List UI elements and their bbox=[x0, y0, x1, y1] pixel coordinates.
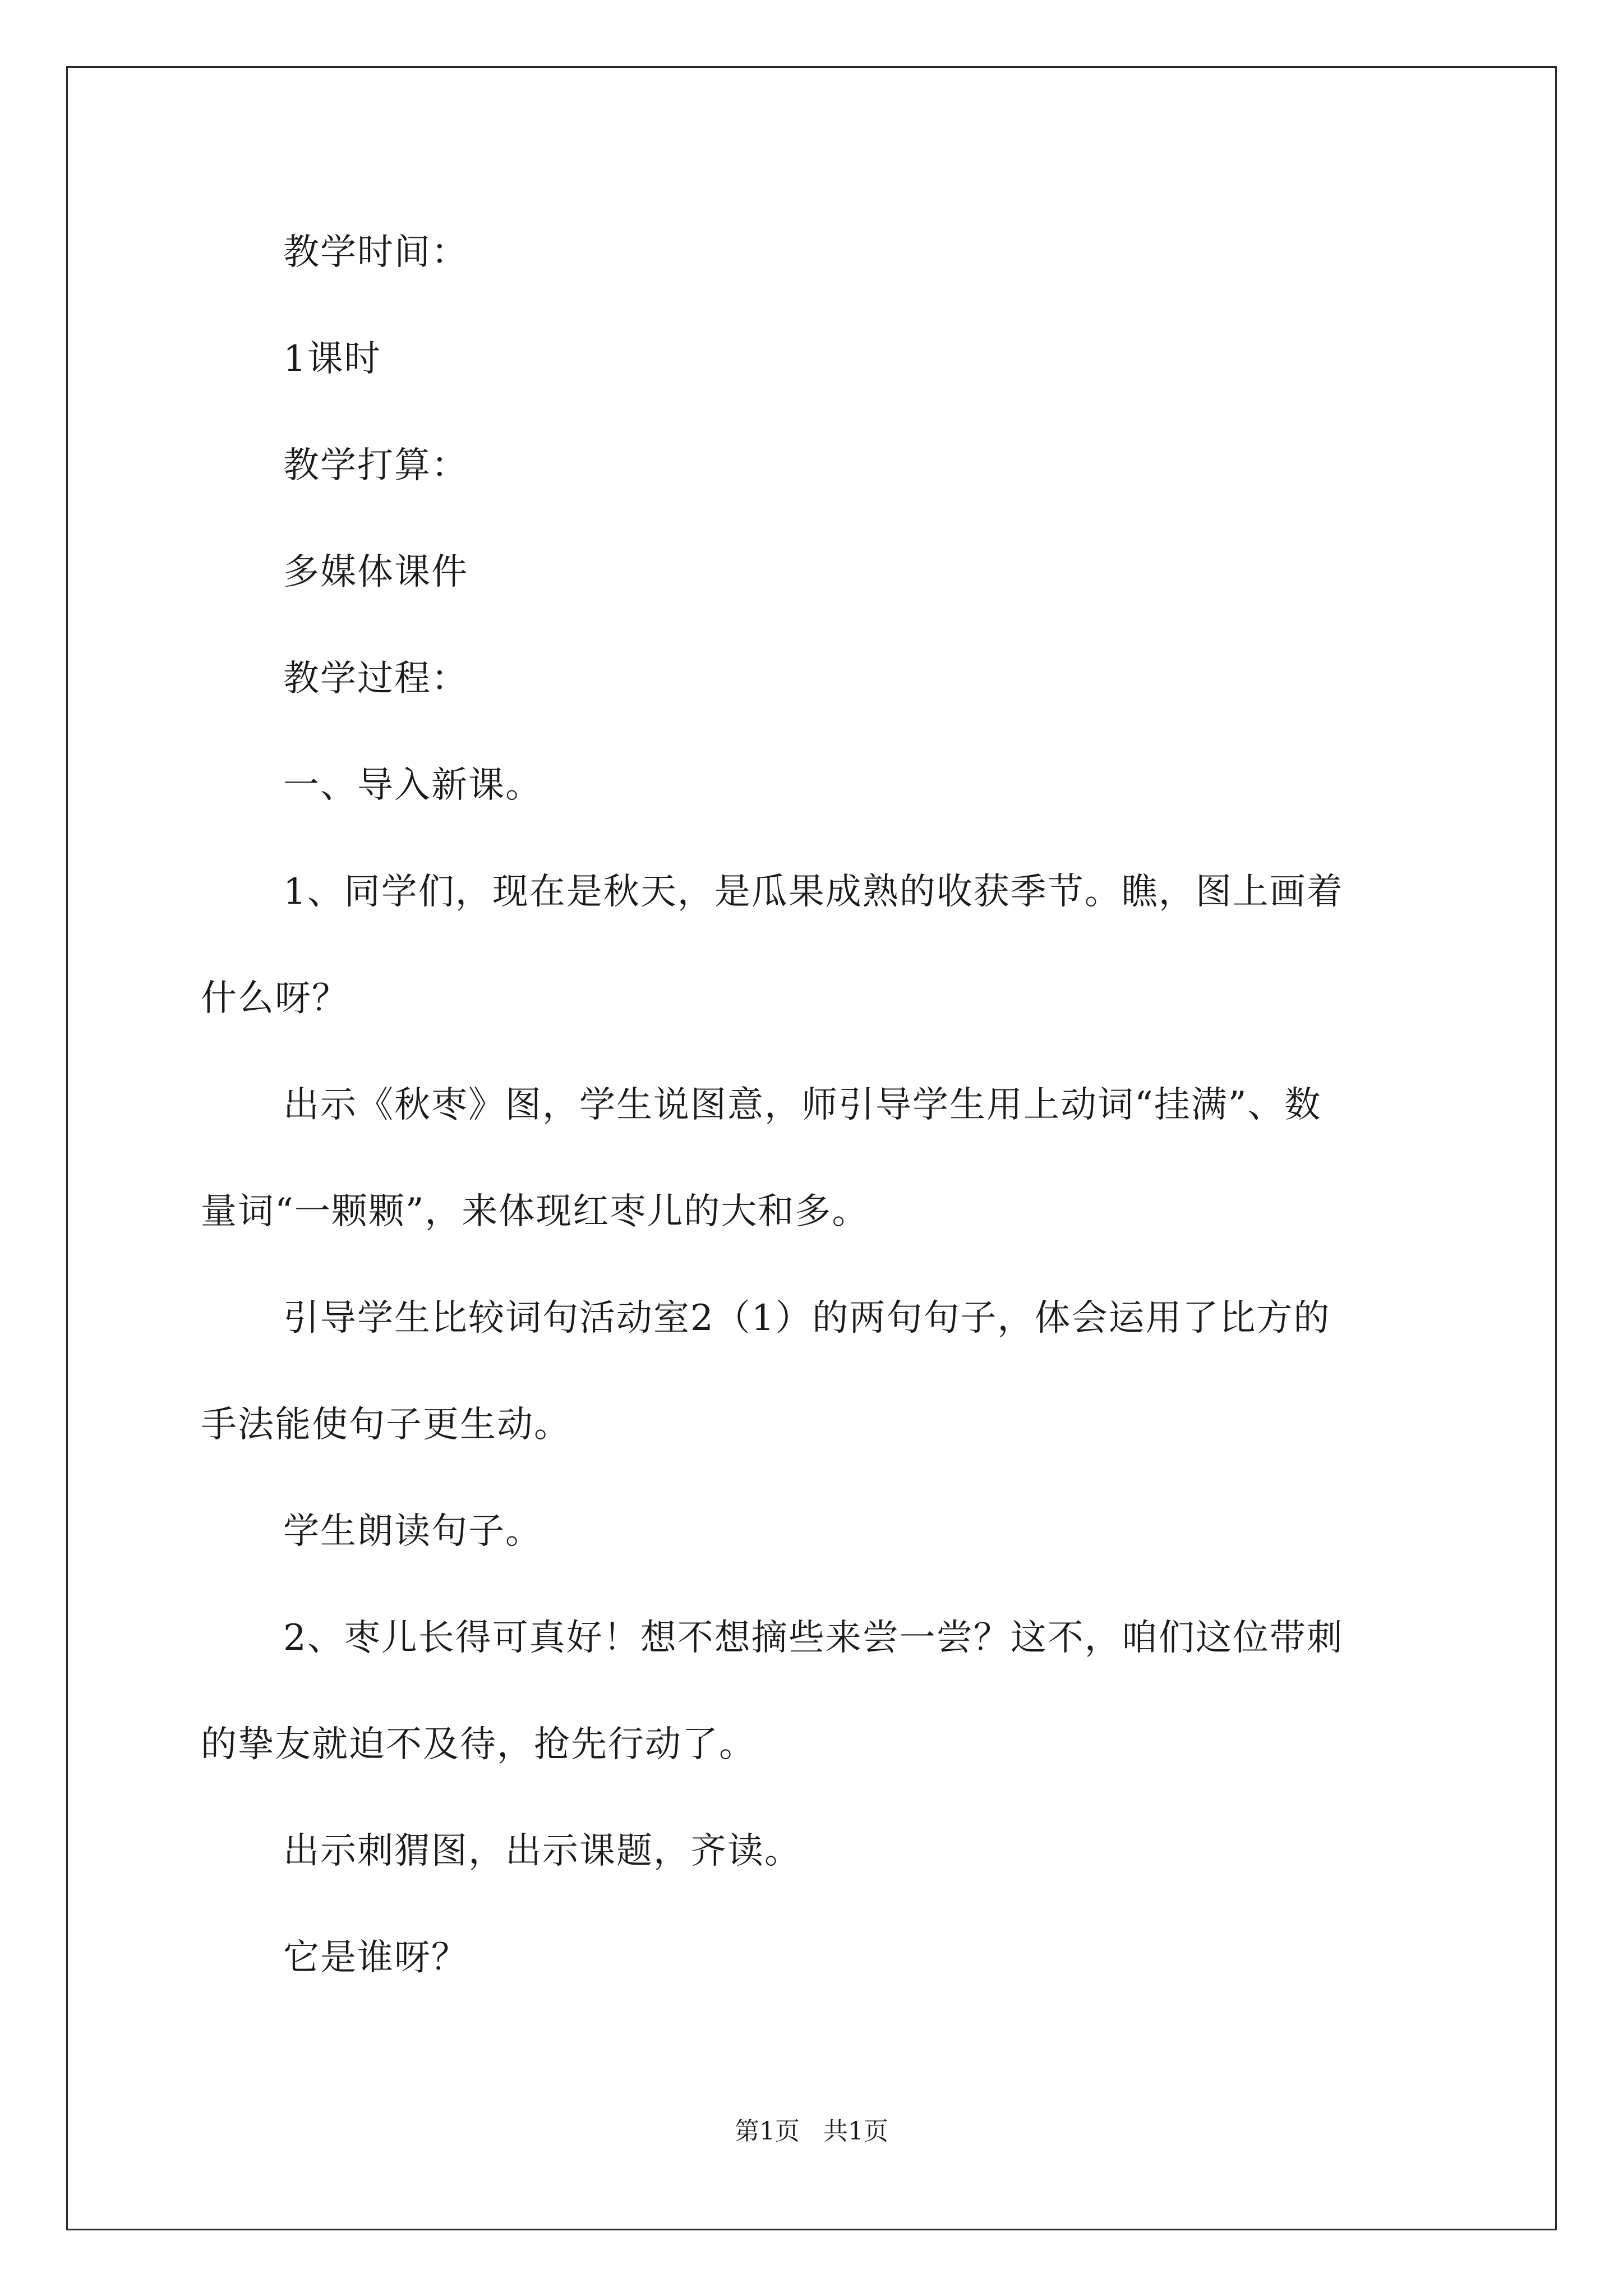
text-line: 多媒体课件 bbox=[283, 551, 468, 593]
text-line: 量词“一颗颗”，来体现红枣儿的大和多。 bbox=[201, 1191, 869, 1232]
text-line: 的挚友就迫不及待，抢先行动了。 bbox=[201, 1724, 756, 1765]
text-line: 出示刺猬图，出示课题，齐读。 bbox=[283, 1830, 801, 1872]
text-line: 2、枣儿长得可真好！想不想摘些来尝一尝？这不，咱们这位带刺 bbox=[283, 1617, 1344, 1659]
text-line: 引导学生比较词句活动室2（1）的两句句子，体会运用了比方的 bbox=[283, 1297, 1331, 1339]
text-line: 教学过程： bbox=[283, 658, 468, 700]
text-line: 教学打算： bbox=[283, 445, 468, 486]
text-line: 教学时间： bbox=[283, 232, 468, 273]
page-border bbox=[66, 66, 1557, 2230]
text-line: 什么呀？ bbox=[201, 978, 349, 1019]
text-line: 1课时 bbox=[283, 338, 381, 380]
page-footer: 第1页 共1页 bbox=[735, 2117, 888, 2146]
text-line: 出示《秋枣》图，学生说图意，师引导学生用上动词“挂满”、数 bbox=[283, 1084, 1322, 1126]
text-line: 学生朗读句子。 bbox=[283, 1511, 542, 1552]
text-line: 一、导入新课。 bbox=[283, 765, 542, 806]
text-line: 1、同学们，现在是秋天，是瓜果成熟的收获季节。瞧，图上画着 bbox=[283, 871, 1344, 913]
text-line: 手法能使句子更生动。 bbox=[201, 1404, 571, 1446]
text-line: 它是谁呀？ bbox=[283, 1937, 468, 1978]
